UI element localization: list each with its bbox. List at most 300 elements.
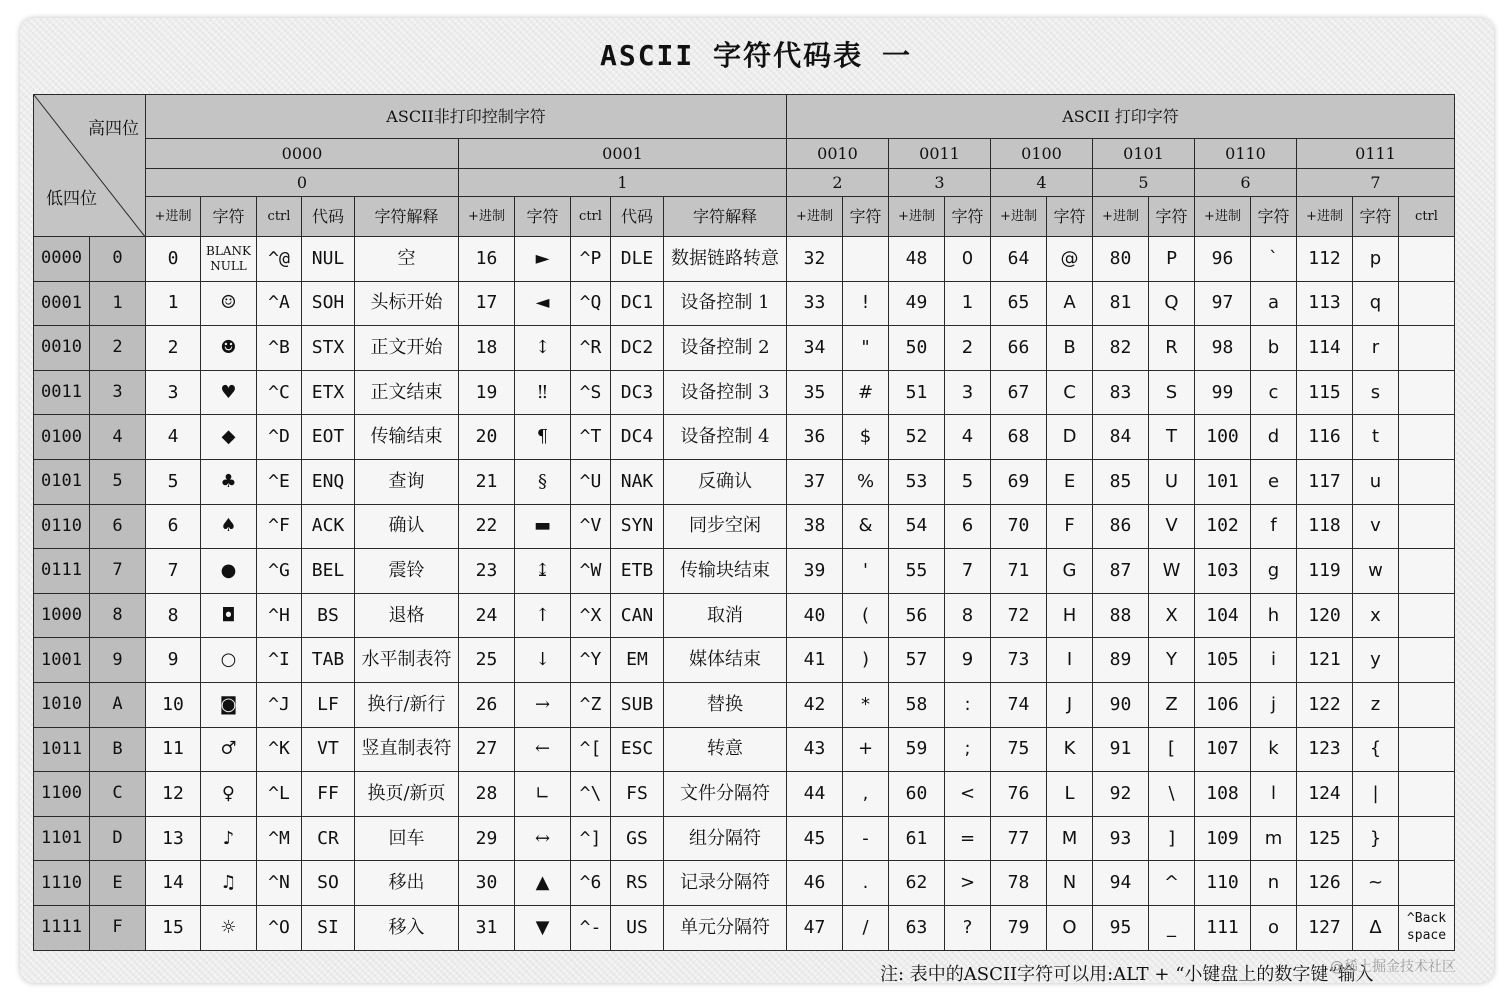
watermark: @稀土掘金技术社区	[1330, 959, 1456, 975]
group-bin-2: 0010	[787, 139, 889, 169]
dec-cell: 36	[787, 415, 843, 460]
char-cell: ●	[201, 549, 257, 594]
char-cell: A	[1047, 281, 1093, 326]
dec-cell: 85	[1093, 459, 1149, 504]
char-cell: |	[1353, 772, 1399, 817]
code-cell: US	[611, 905, 664, 950]
dec-cell: 108	[1195, 772, 1251, 817]
char-cell: >	[945, 861, 991, 906]
char-cell: BLANK NULL	[201, 237, 257, 282]
ctrl-cell	[1399, 816, 1455, 861]
dec-cell: 28	[459, 772, 515, 817]
corner-high-label: 高四位	[88, 119, 139, 139]
char-cell: N	[1047, 861, 1093, 906]
dec-cell: 101	[1195, 459, 1251, 504]
row-hex: 3	[90, 370, 146, 415]
dec-cell: 62	[889, 861, 945, 906]
char-cell: X	[1149, 593, 1195, 638]
dec-cell: 58	[889, 682, 945, 727]
desc-cell: 设备控制 4	[664, 415, 787, 460]
ctrl-cell	[1399, 861, 1455, 906]
char-cell: ∟	[515, 772, 571, 817]
desc-cell: 传输结束	[355, 415, 459, 460]
code-cell: ETB	[611, 549, 664, 594]
dec-cell: 53	[889, 459, 945, 504]
dec-cell: 2	[146, 326, 201, 371]
char-cell: ►	[515, 237, 571, 282]
col-header-desc: 字符解释	[664, 197, 787, 237]
dec-cell: 89	[1093, 638, 1149, 683]
char-cell: Y	[1149, 638, 1195, 683]
group-hex-5: 5	[1093, 169, 1195, 197]
dec-cell: 98	[1195, 326, 1251, 371]
ctrl-cell: ^E	[257, 459, 302, 504]
desc-cell: 记录分隔符	[664, 861, 787, 906]
desc-cell: 震铃	[355, 549, 459, 594]
char-cell: -	[843, 816, 889, 861]
ctrl-cell: ^X	[571, 593, 611, 638]
dec-cell: 24	[459, 593, 515, 638]
ctrl-cell	[1399, 727, 1455, 772]
dec-cell: 38	[787, 504, 843, 549]
dec-cell: 102	[1195, 504, 1251, 549]
dec-cell: 88	[1093, 593, 1149, 638]
ctrl-cell: ^-	[571, 905, 611, 950]
table-row	[34, 459, 1455, 504]
code-cell: CAN	[611, 593, 664, 638]
table-row	[34, 237, 1455, 282]
dec-cell: 51	[889, 370, 945, 415]
dec-cell: 19	[459, 370, 515, 415]
desc-cell: 替换	[664, 682, 787, 727]
char-cell: T	[1149, 415, 1195, 460]
ctrl-cell	[1399, 638, 1455, 683]
table-row	[34, 281, 1455, 326]
desc-cell: 取消	[664, 593, 787, 638]
char-cell: V	[1149, 504, 1195, 549]
char-cell: c	[1251, 370, 1297, 415]
col-header-dec: +进制	[1195, 197, 1251, 237]
row-bin: 1111	[34, 905, 90, 950]
dec-cell: 96	[1195, 237, 1251, 282]
dec-cell: 33	[787, 281, 843, 326]
char-cell: ;	[945, 727, 991, 772]
col-header-code: 代码	[611, 197, 664, 237]
char-cell: ◙	[201, 682, 257, 727]
char-cell: ↓	[515, 638, 571, 683]
dec-cell: 49	[889, 281, 945, 326]
page-title: ASCII 字符代码表 一	[599, 39, 912, 72]
dec-cell: 91	[1093, 727, 1149, 772]
dec-cell: 70	[991, 504, 1047, 549]
row-hex: A	[90, 682, 146, 727]
char-cell: ,	[843, 772, 889, 817]
group-bin-0: 0000	[146, 139, 459, 169]
char-cell: Z	[1149, 682, 1195, 727]
code-cell: SYN	[611, 504, 664, 549]
char-cell: ☻	[201, 326, 257, 371]
dec-cell: 20	[459, 415, 515, 460]
dec-cell: 45	[787, 816, 843, 861]
char-cell: ♪	[201, 816, 257, 861]
char-cell	[843, 237, 889, 282]
dec-cell: 56	[889, 593, 945, 638]
char-cell: #	[843, 370, 889, 415]
ctrl-cell: ^]	[571, 816, 611, 861]
char-cell: M	[1047, 816, 1093, 861]
char-cell: p	[1353, 237, 1399, 282]
ctrl-cell: ^O	[257, 905, 302, 950]
ctrl-cell: ^W	[571, 549, 611, 594]
row-hex: 6	[90, 504, 146, 549]
char-cell: ○	[201, 638, 257, 683]
ctrl-cell: ^C	[257, 370, 302, 415]
row-hex: 7	[90, 549, 146, 594]
char-cell: O	[1047, 905, 1093, 950]
char-cell: G	[1047, 549, 1093, 594]
group-hex-0: 0	[146, 169, 459, 197]
ctrl-cell: ^[	[571, 727, 611, 772]
table-row	[34, 861, 1455, 906]
char-cell: =	[945, 816, 991, 861]
dec-cell: 40	[787, 593, 843, 638]
char-cell: :	[945, 682, 991, 727]
char-cell: x	[1353, 593, 1399, 638]
row-bin: 1010	[34, 682, 90, 727]
dec-cell: 116	[1297, 415, 1353, 460]
dec-cell: 41	[787, 638, 843, 683]
row-bin: 0110	[34, 504, 90, 549]
ctrl-cell: ^J	[257, 682, 302, 727]
row-hex: E	[90, 861, 146, 906]
dec-cell: 90	[1093, 682, 1149, 727]
table-row	[34, 593, 1455, 638]
row-bin: 0100	[34, 415, 90, 460]
group-bin-7: 0111	[1297, 139, 1455, 169]
group-hex-3: 3	[889, 169, 991, 197]
dec-cell: 95	[1093, 905, 1149, 950]
ctrl-cell	[1399, 772, 1455, 817]
group-hex-1: 1	[459, 169, 787, 197]
col-header-char: 字符	[1353, 197, 1399, 237]
dec-cell: 125	[1297, 816, 1353, 861]
dec-cell: 1	[146, 281, 201, 326]
row-hex: 2	[90, 326, 146, 371]
char-cell: 6	[945, 504, 991, 549]
dec-cell: 87	[1093, 549, 1149, 594]
dec-cell: 68	[991, 415, 1047, 460]
table-row	[34, 326, 1455, 371]
dec-cell: 78	[991, 861, 1047, 906]
desc-cell: 确认	[355, 504, 459, 549]
dec-cell: 106	[1195, 682, 1251, 727]
char-cell: _	[1149, 905, 1195, 950]
group-bin-4: 0100	[991, 139, 1093, 169]
dec-cell: 99	[1195, 370, 1251, 415]
char-cell: z	[1353, 682, 1399, 727]
char-cell: `	[1251, 237, 1297, 282]
char-cell: {	[1353, 727, 1399, 772]
char-cell: U	[1149, 459, 1195, 504]
dec-cell: 9	[146, 638, 201, 683]
desc-cell: 竖直制表符	[355, 727, 459, 772]
code-cell: FF	[302, 772, 355, 817]
col-header-ctrl: ctrl	[571, 197, 611, 237]
dec-cell: 14	[146, 861, 201, 906]
dec-cell: 30	[459, 861, 515, 906]
char-cell: t	[1353, 415, 1399, 460]
code-cell: SUB	[611, 682, 664, 727]
dec-cell: 75	[991, 727, 1047, 772]
table-row	[34, 816, 1455, 861]
row-bin: 1001	[34, 638, 90, 683]
ctrl-cell: ^Z	[571, 682, 611, 727]
table-row	[34, 638, 1455, 683]
dec-cell: 26	[459, 682, 515, 727]
dec-cell: 35	[787, 370, 843, 415]
dec-cell: 59	[889, 727, 945, 772]
char-cell: ▲	[515, 861, 571, 906]
desc-cell: 正文开始	[355, 326, 459, 371]
code-cell: CR	[302, 816, 355, 861]
group-hex-6: 6	[1195, 169, 1297, 197]
corner-diagonal	[34, 95, 146, 237]
col-header-dec: +进制	[146, 197, 201, 237]
code-cell: EM	[611, 638, 664, 683]
code-cell: ESC	[611, 727, 664, 772]
dec-cell: 115	[1297, 370, 1353, 415]
char-cell: ↔	[515, 816, 571, 861]
dec-cell: 86	[1093, 504, 1149, 549]
char-cell: H	[1047, 593, 1093, 638]
dec-cell: 42	[787, 682, 843, 727]
char-cell: \	[1149, 772, 1195, 817]
col-header-char: 字符	[515, 197, 571, 237]
group-bin-6: 0110	[1195, 139, 1297, 169]
row-bin: 1011	[34, 727, 90, 772]
ctrl-cell: ^I	[257, 638, 302, 683]
desc-cell: 头标开始	[355, 281, 459, 326]
table-row	[34, 504, 1455, 549]
ctrl-cell	[1399, 237, 1455, 282]
ctrl-cell: ^6	[571, 861, 611, 906]
ctrl-cell	[1399, 281, 1455, 326]
dec-cell: 31	[459, 905, 515, 950]
char-cell: ◄	[515, 281, 571, 326]
char-cell: ↑	[515, 593, 571, 638]
dec-cell: 15	[146, 905, 201, 950]
col-header-dec: +进制	[889, 197, 945, 237]
row-hex: 9	[90, 638, 146, 683]
row-bin: 0101	[34, 459, 90, 504]
desc-cell: 单元分隔符	[664, 905, 787, 950]
ctrl-cell: ^N	[257, 861, 302, 906]
dec-cell: 105	[1195, 638, 1251, 683]
dec-cell: 117	[1297, 459, 1353, 504]
desc-cell: 传输块结束	[664, 549, 787, 594]
dec-cell: 11	[146, 727, 201, 772]
dec-cell: 18	[459, 326, 515, 371]
char-cell: d	[1251, 415, 1297, 460]
ctrl-cell: ^@	[257, 237, 302, 282]
col-header-dec: +进制	[1093, 197, 1149, 237]
char-cell: u	[1353, 459, 1399, 504]
char-cell: ♂	[201, 727, 257, 772]
char-cell: !	[843, 281, 889, 326]
row-hex: F	[90, 905, 146, 950]
table-row	[34, 415, 1455, 460]
ctrl-cell: ^R	[571, 326, 611, 371]
col-header-char: 字符	[1251, 197, 1297, 237]
char-cell: ?	[945, 905, 991, 950]
ctrl-cell	[1399, 593, 1455, 638]
row-bin: 0010	[34, 326, 90, 371]
row-bin: 0011	[34, 370, 90, 415]
code-cell: SI	[302, 905, 355, 950]
dec-cell: 23	[459, 549, 515, 594]
char-cell: ♠	[201, 504, 257, 549]
code-cell: LF	[302, 682, 355, 727]
char-cell: ♥	[201, 370, 257, 415]
code-cell: ETX	[302, 370, 355, 415]
dec-cell: 6	[146, 504, 201, 549]
ctrl-cell: ^S	[571, 370, 611, 415]
dec-cell: 44	[787, 772, 843, 817]
col-header-dec: +进制	[991, 197, 1047, 237]
dec-cell: 74	[991, 682, 1047, 727]
char-cell: ‼	[515, 370, 571, 415]
ctrl-cell: ^D	[257, 415, 302, 460]
char-cell: s	[1353, 370, 1399, 415]
char-cell: /	[843, 905, 889, 950]
char-cell: y	[1353, 638, 1399, 683]
ctrl-cell: ^\	[571, 772, 611, 817]
corner-low-label: 低四位	[46, 189, 97, 209]
char-cell: ↕	[515, 326, 571, 371]
desc-cell: 媒体结束	[664, 638, 787, 683]
dec-cell: 103	[1195, 549, 1251, 594]
row-hex: 1	[90, 281, 146, 326]
dec-cell: 100	[1195, 415, 1251, 460]
col-header-dec: +进制	[1297, 197, 1353, 237]
char-cell: ◘	[201, 593, 257, 638]
char-cell: ▼	[515, 905, 571, 950]
corner-header	[34, 95, 146, 237]
ctrl-cell: ^A	[257, 281, 302, 326]
char-cell: n	[1251, 861, 1297, 906]
dec-cell: 77	[991, 816, 1047, 861]
dec-cell: 97	[1195, 281, 1251, 326]
row-bin: 1000	[34, 593, 90, 638]
char-cell: 0	[945, 237, 991, 282]
desc-cell: 换页/新页	[355, 772, 459, 817]
char-cell: 1	[945, 281, 991, 326]
code-cell: ACK	[302, 504, 355, 549]
section-printable-header: ASCII 打印字符	[787, 95, 1455, 139]
code-cell: FS	[611, 772, 664, 817]
ascii-table	[33, 94, 1455, 951]
char-cell: Δ	[1353, 905, 1399, 950]
char-cell: 7	[945, 549, 991, 594]
ctrl-cell: ^Y	[571, 638, 611, 683]
char-cell: 8	[945, 593, 991, 638]
dec-cell: 10	[146, 682, 201, 727]
table-row	[34, 549, 1455, 594]
char-cell: l	[1251, 772, 1297, 817]
ctrl-cell: ^Q	[571, 281, 611, 326]
dec-cell: 104	[1195, 593, 1251, 638]
char-cell: *	[843, 682, 889, 727]
char-cell: K	[1047, 727, 1093, 772]
ctrl-cell: ^Back space	[1399, 905, 1455, 950]
char-cell: r	[1353, 326, 1399, 371]
dec-cell: 48	[889, 237, 945, 282]
desc-cell: 移出	[355, 861, 459, 906]
col-header-char: 字符	[843, 197, 889, 237]
dec-cell: 118	[1297, 504, 1353, 549]
code-cell: DC2	[611, 326, 664, 371]
dec-cell: 65	[991, 281, 1047, 326]
char-cell: W	[1149, 549, 1195, 594]
col-header-dec: +进制	[787, 197, 843, 237]
code-cell: VT	[302, 727, 355, 772]
char-cell: k	[1251, 727, 1297, 772]
dec-cell: 92	[1093, 772, 1149, 817]
char-cell: I	[1047, 638, 1093, 683]
dec-cell: 7	[146, 549, 201, 594]
code-cell: DC1	[611, 281, 664, 326]
dec-cell: 127	[1297, 905, 1353, 950]
table-row	[34, 727, 1455, 772]
row-hex: 8	[90, 593, 146, 638]
ctrl-cell: ^T	[571, 415, 611, 460]
char-cell: D	[1047, 415, 1093, 460]
dec-cell: 124	[1297, 772, 1353, 817]
ctrl-cell: ^U	[571, 459, 611, 504]
dec-cell: 13	[146, 816, 201, 861]
ctrl-cell: ^H	[257, 593, 302, 638]
dec-cell: 61	[889, 816, 945, 861]
desc-cell: 文件分隔符	[664, 772, 787, 817]
char-cell: ←	[515, 727, 571, 772]
section-control-header: ASCII非打印控制字符	[146, 95, 787, 139]
char-cell: ^	[1149, 861, 1195, 906]
dec-cell: 43	[787, 727, 843, 772]
char-cell: →	[515, 682, 571, 727]
ctrl-cell	[1399, 549, 1455, 594]
char-cell: [	[1149, 727, 1195, 772]
char-cell: F	[1047, 504, 1093, 549]
group-bin-5: 0101	[1093, 139, 1195, 169]
dec-cell: 37	[787, 459, 843, 504]
dec-cell: 50	[889, 326, 945, 371]
table-row	[34, 905, 1455, 950]
dec-cell: 107	[1195, 727, 1251, 772]
dec-cell: 109	[1195, 816, 1251, 861]
char-cell: ♣	[201, 459, 257, 504]
dec-cell: 39	[787, 549, 843, 594]
dec-cell: 84	[1093, 415, 1149, 460]
dec-cell: 21	[459, 459, 515, 504]
char-cell: e	[1251, 459, 1297, 504]
dec-cell: 52	[889, 415, 945, 460]
code-cell: DC4	[611, 415, 664, 460]
char-cell: L	[1047, 772, 1093, 817]
dec-cell: 112	[1297, 237, 1353, 282]
ctrl-cell	[1399, 370, 1455, 415]
dec-cell: 110	[1195, 861, 1251, 906]
ctrl-cell: ^B	[257, 326, 302, 371]
